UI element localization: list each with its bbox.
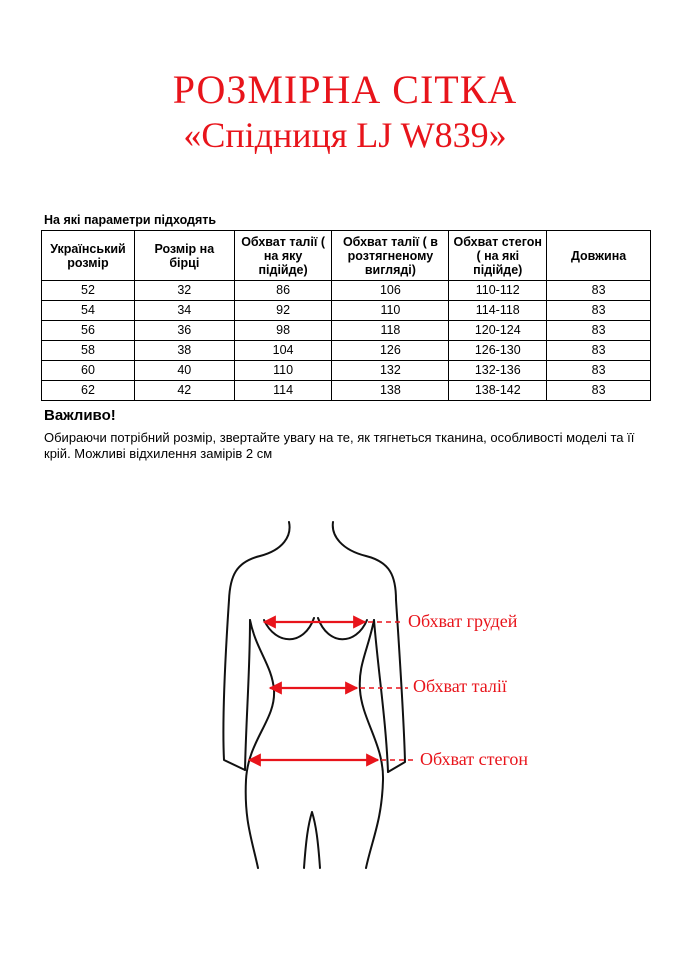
measurement-lines — [249, 622, 378, 760]
table-cell: 83 — [547, 381, 651, 401]
table-cell: 56 — [42, 321, 135, 341]
table-cell: 120-124 — [449, 321, 547, 341]
column-header: Обхват талії ( на яку підійде) — [234, 231, 332, 281]
table-cell: 126-130 — [449, 341, 547, 361]
table-header-row — [42, 231, 651, 281]
table-cell: 114-118 — [449, 301, 547, 321]
table-cell: 126 — [332, 341, 449, 361]
table-cell: 34 — [134, 301, 234, 321]
table-cell: 83 — [547, 321, 651, 341]
column-header: Розмір на бірці — [134, 231, 234, 281]
table-row — [42, 301, 651, 321]
table-cell: 54 — [42, 301, 135, 321]
table-cell: 114 — [234, 381, 332, 401]
table-cell: 104 — [234, 341, 332, 361]
column-header: Обхват талії ( в розтягненому вигляді) — [332, 231, 449, 281]
table-cell: 40 — [134, 361, 234, 381]
column-header: Обхват стегон ( на які підійде) — [449, 231, 547, 281]
size-table — [41, 230, 651, 401]
table-row — [42, 281, 651, 301]
table-row — [42, 321, 651, 341]
table-cell: 60 — [42, 361, 135, 381]
table-cell: 110 — [234, 361, 332, 381]
table-cell: 110 — [332, 301, 449, 321]
waist-label: Обхват талії — [413, 676, 507, 696]
table-row — [42, 381, 651, 401]
table-cell: 42 — [134, 381, 234, 401]
table-cell: 38 — [134, 341, 234, 361]
table-cell: 32 — [134, 281, 234, 301]
hips-label: Обхват стегон — [420, 749, 529, 769]
table-cell: 110-112 — [449, 281, 547, 301]
body-measurement-diagram — [0, 480, 690, 880]
body-silhouette — [223, 522, 405, 868]
intro-text: На які параметри підходять — [44, 213, 217, 227]
table-cell: 138-142 — [449, 381, 547, 401]
title-line-1: РОЗМІРНА СІТКА — [172, 67, 518, 112]
table-cell: 98 — [234, 321, 332, 341]
table-cell: 62 — [42, 381, 135, 401]
column-header: Український розмір — [42, 231, 135, 281]
title-line-2: «Спідниця LJ W839» — [183, 115, 507, 155]
column-header: Довжина — [547, 231, 651, 281]
important-note: Обираючи потрібний розмір, звертайте увагу на те, як тягнеться тканина, особливості моделі та її крій. Можливі відхилення замірів 2 см — [44, 430, 635, 461]
table-cell: 52 — [42, 281, 135, 301]
table-cell: 86 — [234, 281, 332, 301]
bust-label: Обхват грудей — [408, 611, 518, 631]
table-cell: 83 — [547, 281, 651, 301]
table-cell: 132-136 — [449, 361, 547, 381]
important-heading: Важливо! — [44, 407, 116, 424]
table-cell: 58 — [42, 341, 135, 361]
table-cell: 106 — [332, 281, 449, 301]
table-cell: 36 — [134, 321, 234, 341]
table-cell: 83 — [547, 301, 651, 321]
table-cell: 83 — [547, 361, 651, 381]
table-cell: 132 — [332, 361, 449, 381]
table-row — [42, 341, 651, 361]
table-cell: 83 — [547, 341, 651, 361]
table-cell: 138 — [332, 381, 449, 401]
table-row — [42, 361, 651, 381]
table-cell: 118 — [332, 321, 449, 341]
table-cell: 92 — [234, 301, 332, 321]
